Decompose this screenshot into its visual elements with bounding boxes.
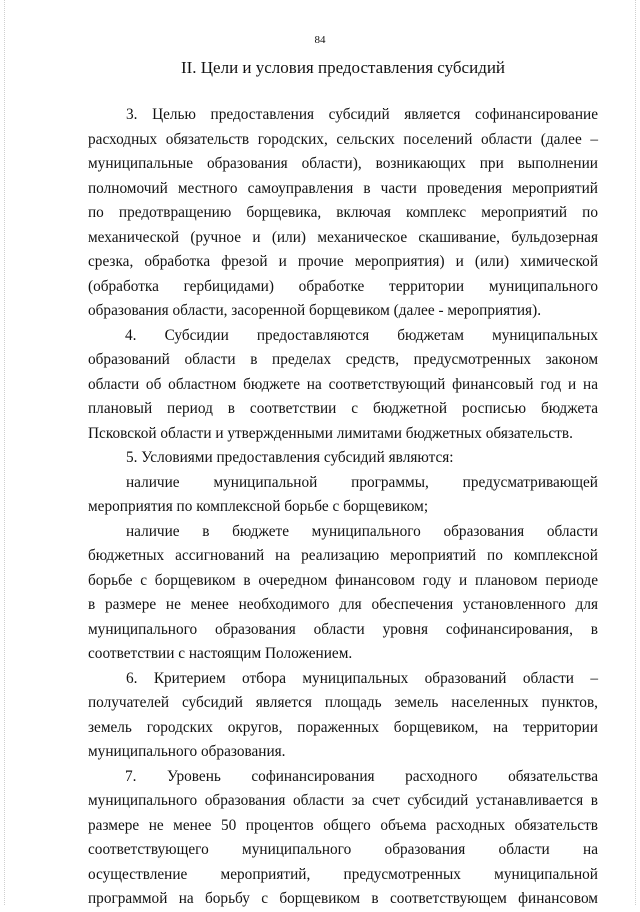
text-line: расходных обязательств городских, сельских поселений области (далее –	[88, 130, 598, 148]
text-line: муниципального образования области уровня софинансирования, в	[88, 620, 598, 638]
text-line: в размере не менее необходимого для обеспечения установленного для	[88, 596, 598, 613]
text-line: муниципального образования области за счет субсидий устанавливается в	[88, 792, 598, 809]
text-line: образований области в пределах средств, предусмотренных законом	[88, 351, 598, 368]
text-line: полномочий местного самоуправления в части проведения мероприятий	[88, 179, 598, 197]
scan-edge-right	[635, 0, 636, 905]
text-line: соответствии с настоящим Положением.	[88, 645, 353, 662]
text-line: наличие в бюджете муниципального образования области	[126, 522, 598, 540]
text-line: 7. Уровень софинансирования расходного обязательства	[125, 767, 598, 785]
text-line: муниципального образования.	[88, 743, 286, 760]
text-line: земель городских округов, пораженных борщевиком, на территории	[88, 718, 598, 736]
document-body	[88, 103, 598, 912]
section-title: II. Цели и условия предоставления субсидий	[180, 58, 506, 77]
text-line: программой на борьбу с борщевиком в соответствующем финансовом	[88, 890, 598, 907]
text-line: 5. Условиями предоставления субсидий являются:	[126, 449, 454, 466]
text-line: муниципальные образования области), возникающих при выполнении	[88, 155, 598, 172]
text-line: осуществление мероприятий, предусмотренных муниципальной	[88, 865, 598, 883]
text-line: 4. Субсидии предоставляются бюджетам муниципальных	[125, 326, 598, 344]
text-line: образования области, засоренной борщевиком (далее - мероприятия).	[88, 302, 542, 319]
text-line: получателей субсидий является площадь земель населенных пунктов,	[88, 694, 598, 711]
text-line: 6. Критерием отбора муниципальных образований области –	[126, 669, 598, 687]
text-line: (обработка гербицидами) обработке территории муниципального	[88, 277, 598, 295]
text-line: наличие муниципальной программы, предусматривающей	[126, 473, 598, 491]
text-line: мероприятия по комплексной борьбе с борщевиком;	[88, 498, 429, 515]
text-line: механической (ручное и (или) механическое скашивание, бульдозерная	[88, 228, 598, 246]
text-line: области об областном бюджете на соответствующий финансовый год и на	[88, 375, 598, 393]
page-number: 84	[314, 34, 326, 46]
text-line: плановый период в соответствии с бюджетной росписью бюджета	[88, 400, 598, 417]
text-line: бюджетных ассигнований на реализацию мероприятий по комплексной	[88, 547, 598, 564]
text-line: соответствующего муниципального образования области на	[88, 841, 598, 858]
text-line: 3. Целью предоставления субсидий является софинансирование	[126, 106, 598, 123]
text-line: Псковской области и утвержденными лимитами бюджетных обязательств.	[88, 424, 573, 442]
scan-edge-left	[4, 0, 5, 905]
text-line: срезка, обработка фрезой и прочие мероприятия) и (или) химической	[88, 253, 598, 270]
text-line: по предотвращению борщевика, включая комплекс мероприятий по	[88, 204, 598, 221]
text-line: борьбе с борщевиком в очередном финансовом году и плановом периоде	[88, 571, 598, 589]
text-line: размере не менее 50 процентов общего объема расходных обязательств	[88, 816, 598, 834]
